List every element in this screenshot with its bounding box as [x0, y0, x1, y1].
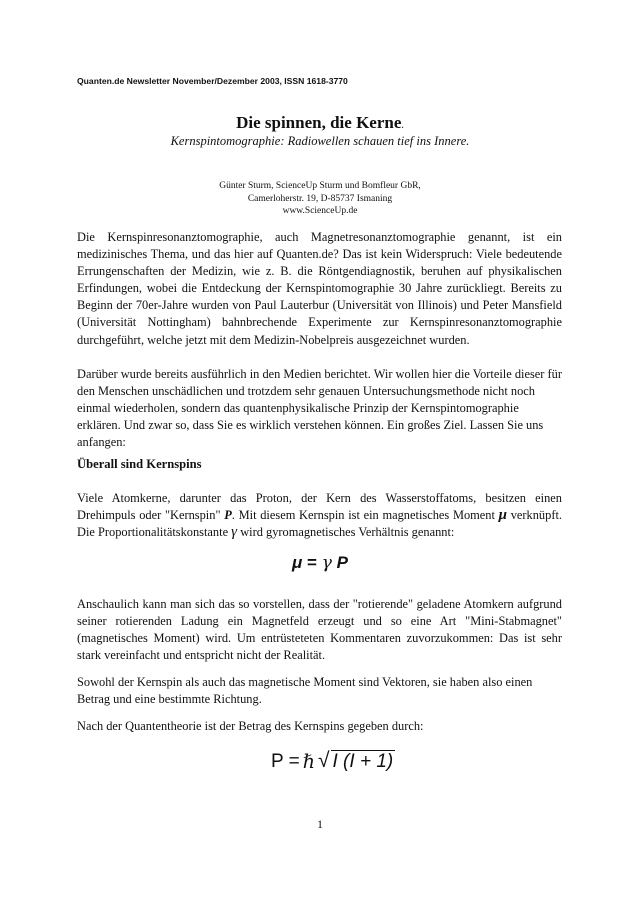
symbol-gamma: γ: [231, 524, 238, 541]
kernspin-text-4: wird gyromagnetisches Verhältnis genannt:: [237, 525, 455, 540]
author-website: www.ScienceUp.de: [282, 206, 358, 216]
article-subtitle: Kernspintomographie: Radiowellen schauen tief ins Innere.: [170, 134, 470, 148]
eq1-equals: =: [307, 553, 317, 572]
author-line-1: Günter Sturm, ScienceUp Sturm und Bomfleur GbR,: [219, 181, 421, 191]
paragraph-kernspin: [77, 490, 562, 541]
kernspin-text-1: Viele Atomkerne, darunter das Proton, der Kern des Wasserstoffatoms, besitzen einen Drehimpuls oder "Kernspin": [77, 491, 562, 523]
eq2-lhs: P =: [271, 751, 300, 772]
paragraph-vectors: Sowohl der Kernspin als auch das magnetische Moment sind Vektoren, sie haben also einen Betrag und eine bestimmte Richtung.: [77, 675, 533, 707]
sqrt-symbol: √: [317, 749, 330, 772]
article-title: [0, 113, 640, 133]
paragraph-quantum: Nach der Quantentheorie ist der Betrag des Kernspins gegeben durch:: [77, 719, 424, 733]
symbol-mu: μ: [498, 507, 507, 524]
paragraph-intro: Die Kernspinresonanztomographie, auch Magnetresonanztomographie genannt, ist ein medizinisches Thema, und das hier auf Quanten.de? Das ist kein Widerspruch: Viele bedeutende Errungenschaften der Medizin, wie z. B. die Röntgendiagnostik, beruhen auf physikalischen Erfindungen, wobei die Entdeckung der Kernspintomographie 30 Jahre zurückliegt. Bereits zu Beginn der 70er-Jahre wurden von Paul Lauterbur (Universität von Illinois) und Peter Mansfield (Universität Nottingham) bahnbrechende Experimente zur Kernspinresonanztomographie durchgeführt, welche jetzt mit dem Medizin-Nobelpreis ausgezeichnet wurden.: [77, 230, 562, 347]
equation-spin-magnitude: [271, 749, 395, 773]
author-block: [0, 180, 640, 218]
section-heading: Überall sind Kernspins: [77, 457, 202, 471]
eq2-radicand: I (I + 1): [332, 751, 394, 772]
eq1-gamma: γ: [321, 553, 332, 573]
hbar-symbol: ℏ: [302, 751, 315, 773]
title-text: Die spinnen, die Kerne: [236, 113, 402, 132]
paragraph-media: Darüber wurde bereits ausführlich in den Medien berichtet. Wir wollen hier die Vorteile dieser für den Menschen unschädlichen und trotzdem sehr genauen Untersuchungsmethode nicht noch einmal wiederholen, sondern das quantenphysikalische Prinzip der Kernspintomographie erklären. Und zwar so, dass Sie es wirklich verstehen können. Ein großes Ziel. Lassen Sie uns anfangen:: [77, 367, 562, 450]
symbol-p: P: [224, 508, 232, 523]
kernspin-text-3: verknüpft. Die Proportionalitätskonstante: [77, 508, 562, 540]
equation-magnetic-moment: [0, 553, 640, 573]
newsletter-header: Quanten.de Newsletter November/Dezember 2003, ISSN 1618-3770: [77, 76, 348, 86]
title-dot: .: [401, 120, 404, 131]
eq1-mu: μ: [292, 553, 303, 572]
page-number: 1: [317, 817, 323, 831]
paragraph-analogy: Anschaulich kann man sich das so vorstellen, dass der "rotierende" geladene Atomkern aufgrund seiner rotierenden Ladung ein Magnetfeld erzeugt und so eine Art "Mini-Stabmagnet" (magnetisches Moment) wird. Um entrüsteteten Kommentaren zuvorzukommen: Das ist sehr stark vereinfacht und entspricht nicht der Realität.: [77, 597, 562, 663]
kernspin-text-2: . Mit diesem Kernspin ist ein magnetisches Moment: [231, 508, 499, 523]
author-line-2: Camerloherstr. 19, D-85737 Ismaning: [247, 193, 393, 204]
eq1-p: P: [336, 553, 348, 572]
